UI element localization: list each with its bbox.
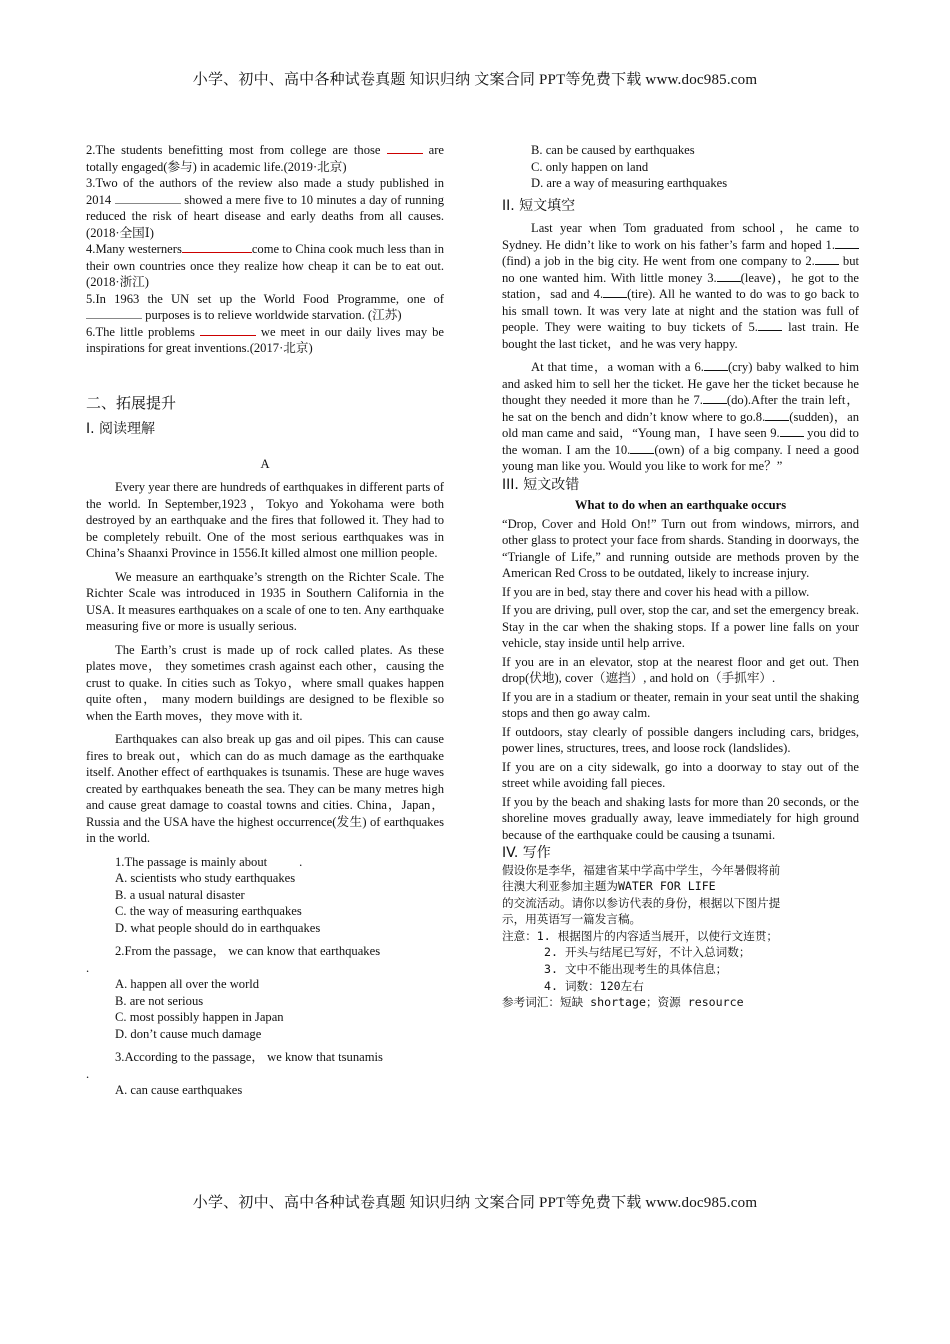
option[interactable]: C. most possibly happen in Japan xyxy=(115,1010,284,1024)
question-3: 3.Two of the authors of the review also made a study published in 2014 showed a mere five to 10 minutes a day of running reduced the risk of heart disease and early deaths from all causes.(2018·全国Ⅰ) xyxy=(86,176,444,240)
blank[interactable] xyxy=(704,359,728,371)
fill-paragraph-1: Last year when Tom graduated from school，he came to Sydney. He didn’t like to work on his father’s farm and hoped 1.(find) a job in the big city. He went from one company to 2. but no one wanted him. With little money 3. (leave)，he got to the station，sad and 4. (tire). All he wanted to do was to go back to his small town. It was very late at night and the station was full of people. They were waiting to buy tickets of 5. last train. He bought the last ticket，and he was very happy. xyxy=(502,221,859,351)
blank[interactable] xyxy=(780,425,804,437)
correction-paragraph: If you are in an elevator, stop at the nearest floor and get out. Then drop(伏地), cover（遮挡）, and hold on（手抓牢）. xyxy=(502,654,859,685)
option[interactable]: B. can be caused by earthquakes xyxy=(531,143,695,157)
page-header: 小学、初中、高中各种试卷真题 知识归纳 文案合同 PPT等免费下载 www.doc985.com xyxy=(192,72,758,88)
reading-title: I. 阅读理解 xyxy=(86,421,156,437)
correction-paragraph: If outdoors, stay clearly of possible dangers including cars, bridges, power lines, structures, trees, and loose rock (landslides). xyxy=(502,724,859,755)
section-ii-title: II. 短文填空 xyxy=(502,197,576,214)
correction-paragraph: If you are in a stadium or theater, remain in your seat until the shaking stops and then go away calm. xyxy=(502,689,859,720)
blank[interactable] xyxy=(765,409,789,421)
blank[interactable] xyxy=(200,324,256,336)
writing-prompt-line: 示，用英语写一篇发言稿。 xyxy=(502,912,642,927)
blank[interactable] xyxy=(815,253,839,265)
option[interactable]: A. can cause earthquakes xyxy=(115,1083,243,1097)
left-column xyxy=(86,142,444,1099)
blank[interactable] xyxy=(758,319,782,331)
blank[interactable] xyxy=(835,237,859,249)
reading-question-2: 2.From the passage， we can know that earthquakes xyxy=(115,944,381,958)
option[interactable]: A. happen all over the world xyxy=(115,977,260,991)
question-5: 5.In 1963 the UN set up the World Food Programme, one of purposes is to relieve worldwide starvation. (江苏) xyxy=(86,291,444,322)
paragraph-3: The Earth’s crust is made up of rock called plates. As these plates move， they sometimes crash against each other，causing the crust to quake. In cities such as Tokyo，where small quakes happen quite often， many modern buildings are designed to be flexible so when the Earth moves，they move with it. xyxy=(86,642,444,723)
question-end-mark: . xyxy=(86,960,90,975)
option[interactable]: D. what people should do in earthquakes xyxy=(115,920,321,935)
correction-title: What to do when an earthquake occurs xyxy=(574,498,787,512)
page-footer: 小学、初中、高中各种试卷真题 知识归纳 文案合同 PPT等免费下载 www.doc985.com xyxy=(192,1195,758,1211)
section-iii-title: III. 短文改错 xyxy=(502,476,580,493)
reading-question-1: 1.The passage is mainly about . xyxy=(115,854,303,869)
note-line: 注意：1. 根据图片的内容适当展开，以使行文连贯； xyxy=(502,928,779,943)
fill-paragraph-2: At that time，a woman with a 6. (cry) baby walked to him and asked him to sell her the ticket. He gave her the ticket because he thought they needed it more than he 7. (do).After the train left， he sat on the bench and didn’t know where to go.8. (sudden)，an old man came and said，“Young man，I have seen 9. you did to the woman. I am the 10. (own) of a big company. I need a good young man like you. Would you like to work for me？” xyxy=(502,360,860,473)
correction-paragraph: If you are in bed, stay there and cover his head with a pillow. xyxy=(502,584,810,599)
blank[interactable] xyxy=(182,241,252,253)
blank[interactable] xyxy=(115,192,181,204)
option[interactable]: C. only happen on land xyxy=(531,159,649,174)
blank[interactable] xyxy=(387,142,423,154)
option[interactable]: A. scientists who study earthquakes xyxy=(115,871,296,885)
option[interactable]: D. don’t cause much damage xyxy=(115,1026,262,1041)
option[interactable]: C. the way of measuring earthquakes xyxy=(115,904,302,918)
section-iv-title: IV. 写作 xyxy=(502,845,551,861)
note-line: 2. 开头与结尾已写好，不计入总词数； xyxy=(544,945,751,960)
reading-question-3: 3.According to the passage， we know that tsunamis xyxy=(115,1050,383,1064)
blank[interactable] xyxy=(86,307,142,319)
paragraph-4: Earthquakes can also break up gas and oil pipes. This can cause fires to break out，which can do as much damage as the earthquake itself. Another effect of earthquakes is tsunamis. These are huge waves created by earthquakes beneath the sea. They can be many metres high and cause great damage to coastal towns and cities. China，Japan，Russia and the USA have the highest occurrence(发生) of earthquakes in the world. xyxy=(86,732,444,845)
question-4: 4.Many westerners come to China cook much less than in their own countries once they realize how cheap it can be to eat out.(2018·浙江) xyxy=(86,242,444,289)
question-2: 2.The students benefitting most from college are those are totally engaged(参与) in academic life.(2019·北京) xyxy=(86,143,444,174)
writing-prompt-line: 的交流活动。请你以参访代表的身份，根据以下图片提 xyxy=(502,895,781,910)
option[interactable]: B. are not serious xyxy=(115,993,204,1008)
question-end-mark: . xyxy=(86,1066,90,1081)
section-2-title: 二、拓展提升 xyxy=(86,393,177,412)
blank[interactable] xyxy=(630,442,654,454)
note-line: 3. 文中不能出现考生的具体信息； xyxy=(544,962,728,977)
paragraph-1: Every year there are hundreds of earthquakes in different parts of the world. In September,1923，Tokyo and Yokohama were both destroyed by an earthquake and the fires that followed it. They had to be completely rebuilt. One of the most serious earthquakes was in China’s Shaanxi Province in 1556.It killed almost one million people. xyxy=(86,480,444,560)
blank[interactable] xyxy=(703,392,727,404)
correction-paragraph: If you are on a city sidewalk, go into a doorway to stay out of the street while avoiding fall pieces. xyxy=(502,759,859,790)
blank[interactable] xyxy=(603,286,627,298)
blank[interactable] xyxy=(717,270,741,282)
question-6: 6.The little problems we meet in our daily lives may be inspirations for great inventions.(2017·北京) xyxy=(86,324,444,355)
note-line: 4. 词数：120左右 xyxy=(544,978,644,993)
writing-prompt-line: 往澳大利亚参加主题为WATER FOR LIFE xyxy=(502,879,716,894)
correction-paragraph: “Drop, Cover and Hold On!” Turn out from windows, mirrors, and other glass to protect your face from shards. Standing in doorways, the “Triangle of Life,” and running outside are methods proven by the American Red Cross to be outdated, likely to increase injury. xyxy=(502,516,859,580)
paragraph-2: We measure an earthquake’s strength on the Richter Scale. The Richter Scale was introduced in 1935 in Southern California in the USA. It measures earthquakes on a scale of one to ten. Any earthquake measuring five or more is usually serious. xyxy=(86,569,444,633)
option[interactable]: B. a usual natural disaster xyxy=(115,887,245,902)
option[interactable]: D. are a way of measuring earthquakes xyxy=(531,176,728,190)
right-column xyxy=(502,142,859,1011)
passage-label: A xyxy=(260,456,270,471)
vocab-line: 参考词汇：短缺 shortage；资源 resource xyxy=(502,995,744,1010)
writing-prompt-line: 假设你是李华，福建省某中学高中学生，今年暑假将前 xyxy=(502,862,781,877)
correction-paragraph: If you by the beach and shaking lasts for more than 20 seconds, or the shoreline moves gradually away, leave immediately for high ground because of the earthquake could be causing a tsunami. xyxy=(502,794,859,842)
correction-paragraph: If you are driving, pull over, stop the car, and set the emergency break. Stay in the car when the shaking stops. If a power line falls on your vehicle, stay inside until help arrive. xyxy=(502,603,859,650)
